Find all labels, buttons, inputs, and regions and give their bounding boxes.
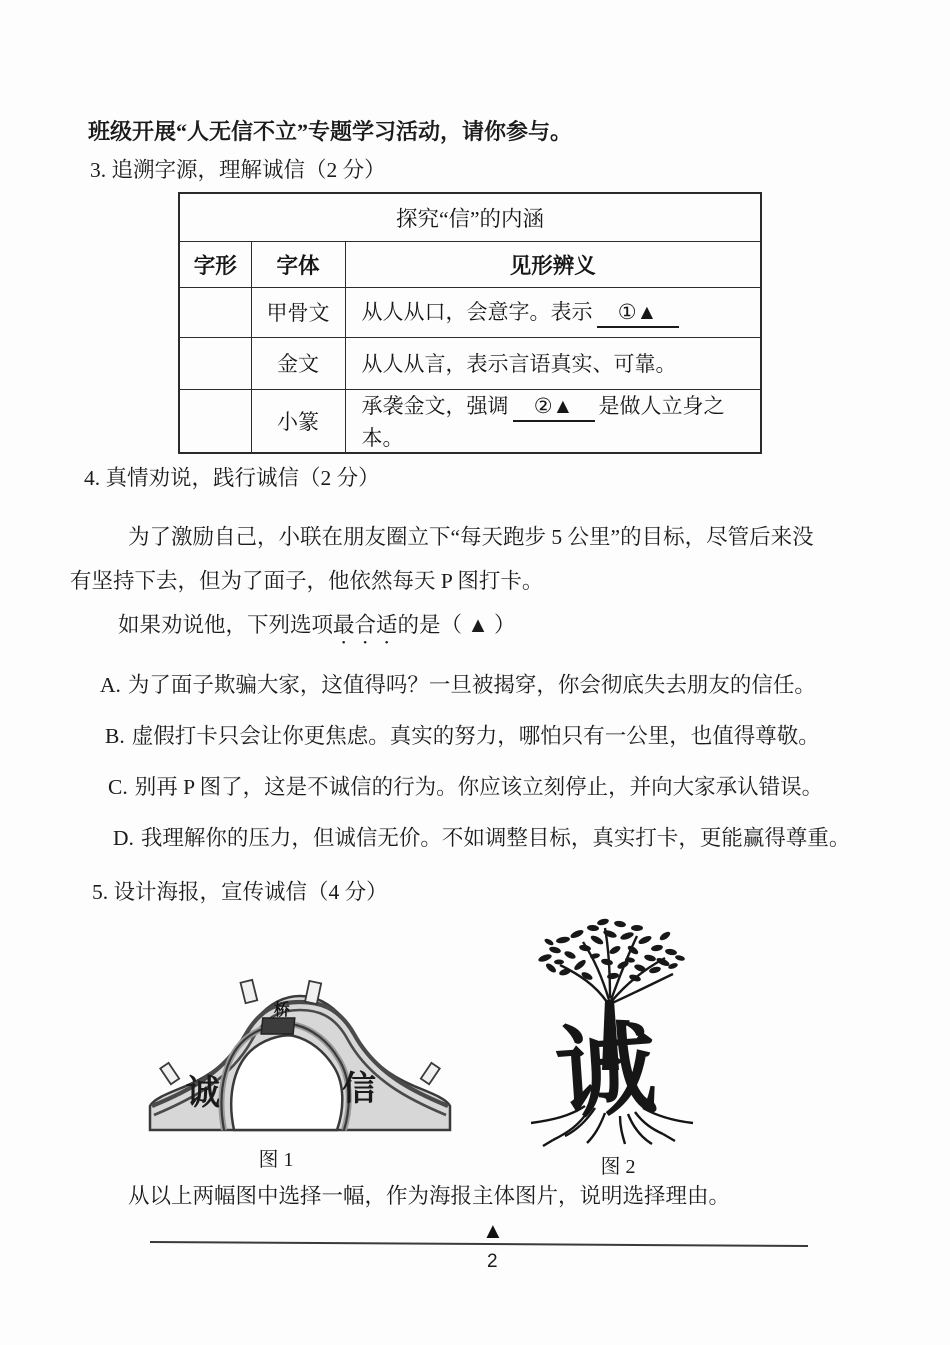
question-5-title: 5. 设计海报，宣传诚信（4 分） — [92, 880, 388, 904]
answer-blank-1: ①▲ — [597, 300, 679, 328]
page-number: 2 — [487, 1251, 498, 1272]
activity-intro-text: 班级开展“人无信不立”专题学习活动，请你参与。 — [88, 119, 573, 144]
answer-marker-icon: ▲ — [482, 1218, 504, 1243]
tree-canopy — [537, 918, 685, 983]
q4-question-line — [118, 612, 516, 649]
shape-cell — [179, 337, 251, 389]
meaning-post: 是做人立身之本。 — [361, 393, 725, 450]
q4-paragraph-line1: 为了激励自己，小联在朋友圈立下“每天跑步 5 公里”的目标，尽管后来没 — [128, 525, 814, 549]
option-a-label: A. — [100, 673, 121, 697]
option-b — [105, 723, 820, 750]
question-3-title: 3. 追溯字源，理解诚信（2 分） — [90, 158, 386, 182]
q4-ask-emphasis: 最合适 — [333, 613, 398, 637]
option-c-text: 别再 P 图了，这是不诚信的行为。你应该立刻停止，并向大家承认错误。 — [134, 775, 824, 799]
table-row — [179, 337, 761, 389]
option-b-text: 虚假打卡只会让你更焦虑。真实的努力，哪怕只有一公里，也值得尊敬。 — [131, 724, 820, 748]
bridge-plaque — [261, 1018, 295, 1034]
option-d-text: 我理解你的压力，但诚信无价。不如调整目标，真实打卡，更能赢得尊重。 — [140, 826, 851, 850]
meaning-pre: 从人从言，表示言语真实、可靠。 — [361, 352, 677, 376]
col-header-font: 字体 — [251, 241, 345, 287]
bridge-left-label: 诚 — [186, 1075, 220, 1112]
option-d — [113, 825, 850, 852]
shape-cell — [179, 287, 251, 337]
option-a-text: 为了面子欺骗大家，这值得吗？一旦被揭穿，你会彻底失去朋友的信任。 — [127, 673, 816, 697]
question-4-title: 4. 真情劝说，践行诚信（2 分） — [84, 466, 380, 490]
meaning-cell — [345, 389, 761, 453]
figure-2-caption: 图 2 — [600, 1156, 636, 1178]
table-caption: 探究“信”的内涵 — [179, 193, 761, 241]
tree-illustration — [525, 910, 705, 1150]
q5-instruction: 从以上两幅图中选择一幅，作为海报主体图片，说明选择理由。 — [128, 1184, 731, 1208]
footer-divider — [150, 1241, 808, 1247]
tree-cheng-character: 诚 — [552, 1013, 660, 1132]
col-header-meaning: 见形辨义 — [345, 241, 761, 287]
q4-ask-pre: 如果劝说他，下列选项 — [118, 613, 334, 637]
bridge-illustration — [146, 978, 454, 1136]
option-c — [108, 774, 823, 801]
option-a — [100, 672, 816, 699]
q4-ask-post: 的是（ ▲ ） — [397, 613, 516, 637]
font-cell: 金文 — [251, 337, 345, 389]
shape-cell — [179, 389, 251, 453]
table-row — [179, 389, 761, 453]
meaning-cell — [345, 287, 761, 337]
meaning-cell — [345, 337, 761, 389]
option-c-label: C. — [108, 775, 128, 799]
option-b-label: B. — [105, 724, 125, 748]
meaning-pre: 从人从口，会意字。表示 — [361, 300, 593, 324]
col-header-shape: 字形 — [179, 241, 251, 287]
meaning-pre: 承袭金文，强调 — [361, 393, 509, 418]
figure-1-caption: 图 1 — [258, 1149, 294, 1171]
font-cell: 小篆 — [251, 389, 345, 453]
bridge-top-label: 桥 — [273, 1002, 291, 1019]
option-d-label: D. — [113, 826, 134, 850]
bridge-right-label: 信 — [342, 1071, 376, 1108]
q4-paragraph-line2: 有坚持下去，但为了面子，他依然每天 P 图打卡。 — [70, 569, 544, 593]
answer-blank-2: ②▲ — [513, 394, 595, 422]
font-cell: 甲骨文 — [251, 287, 345, 337]
table-row — [179, 287, 761, 337]
xin-meaning-table — [178, 192, 762, 454]
